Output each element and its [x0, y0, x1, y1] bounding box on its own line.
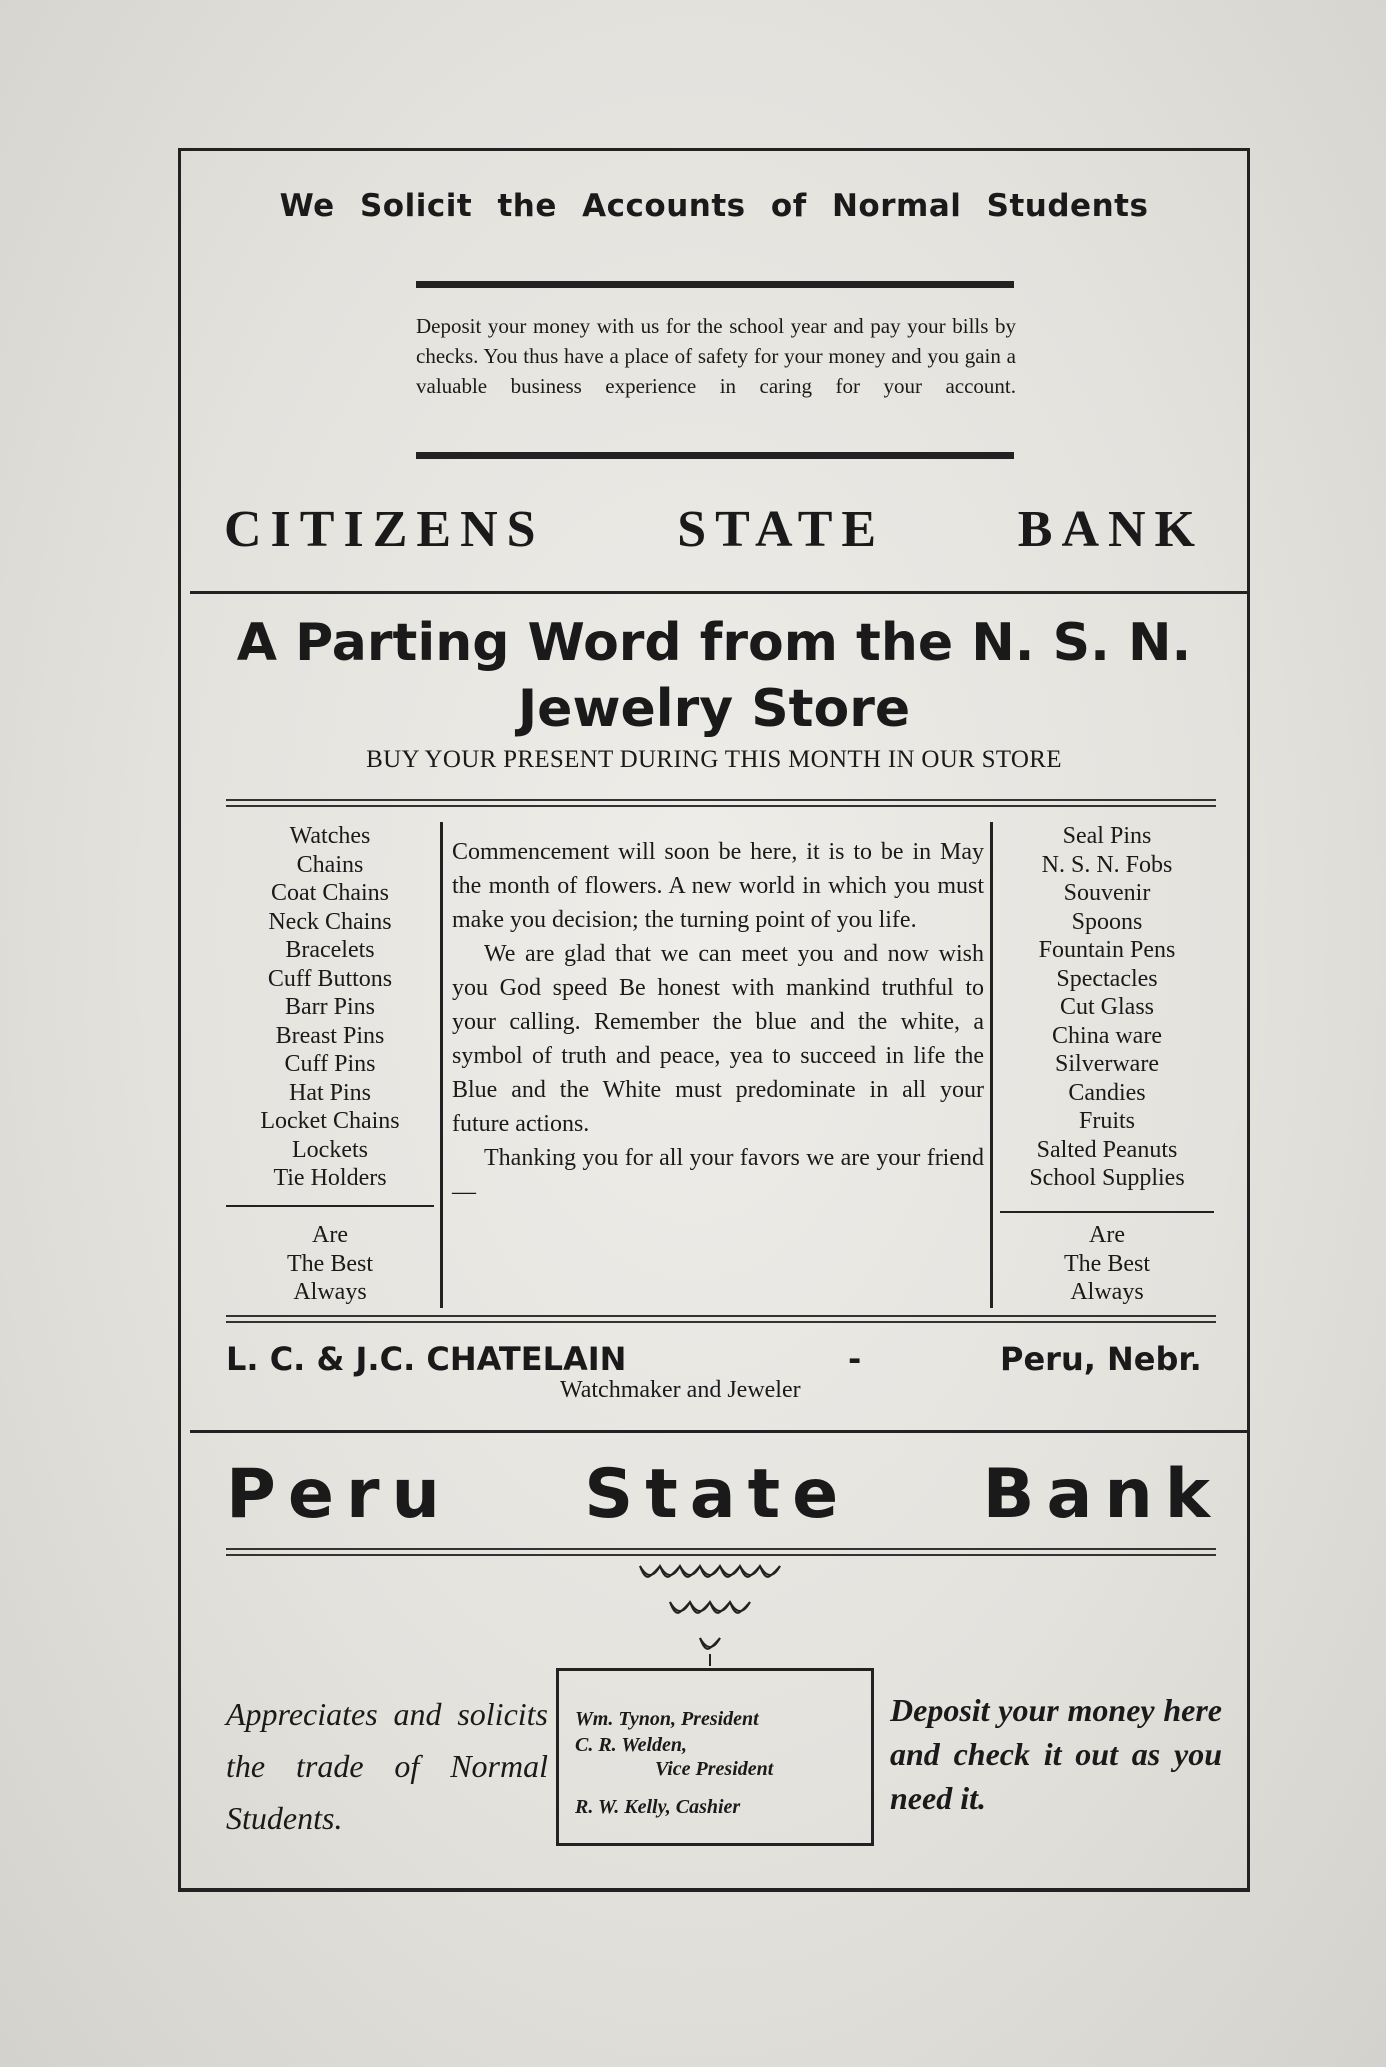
list-item: Cuff Pins: [284, 1051, 376, 1077]
list-item: Neck Chains: [268, 908, 392, 935]
right-list-rule: [1000, 1211, 1214, 1213]
separator-dash: -: [848, 1340, 862, 1378]
list-item: Fruits: [1078, 1108, 1135, 1134]
jewelry-title: [190, 610, 1238, 742]
list-item: Chains: [296, 851, 364, 878]
jewelry-message: [452, 835, 984, 1209]
message-paragraph: Commencement will soon be here, it is to be in May the month of flowers. A new world in which you must make you decision; the turning point of you life.: [452, 839, 984, 933]
bottom-rule: [178, 1888, 1250, 1892]
list-item: Locket Chains: [260, 1108, 400, 1134]
list-footer-line: The Best: [287, 1250, 373, 1277]
list-item: Cuff Buttons: [267, 965, 393, 992]
list-item: Coat Chains: [271, 880, 389, 906]
list-item: School Supplies: [1029, 1165, 1185, 1191]
list-item: Breast Pins: [275, 1022, 385, 1049]
officer-president: Wm. Tynon, President: [575, 1708, 759, 1730]
list-item: Watches: [289, 823, 371, 849]
list-item: Bracelets: [285, 937, 375, 963]
list-item: Souvenir: [1063, 880, 1151, 906]
citizens-deposit-text: Deposit your money with us for the school year and pay your bills by checks. You thus have a place of safety for your money and you gain a valuable business experience in caring for your account.: [416, 314, 1016, 398]
list-footer-line: Always: [1070, 1279, 1144, 1305]
jewelry-title-line2: Jewelry Store: [517, 679, 911, 739]
list-item: Barr Pins: [285, 994, 375, 1020]
list-item: Cut Glass: [1059, 994, 1154, 1020]
citizens-bank-name: CITIZENS STATE BANK: [224, 501, 1204, 558]
list-footer-line: Always: [293, 1279, 367, 1305]
floral-ornament: [620, 1558, 800, 1675]
list-item: Silverware: [1055, 1051, 1159, 1077]
floral-ornament-graphic: [620, 1558, 800, 1668]
list-item: Seal Pins: [1062, 823, 1152, 849]
peru-bank-double-rule: [226, 1548, 1216, 1556]
peru-bank-name: Peru State Bank: [226, 1455, 1222, 1534]
officer-vice-name: C. R. Welden,: [575, 1734, 688, 1756]
jeweler-name: L. C. & J.C. CHATELAIN: [226, 1340, 627, 1378]
officer-cashier: R. W. Kelly, Cashier: [575, 1796, 741, 1818]
right-product-list: [996, 822, 1218, 1193]
list-footer-line: Are: [312, 1222, 348, 1248]
citizens-headline: We Solicit the Accounts of Normal Students: [279, 188, 1149, 224]
list-item: Tie Holders: [273, 1165, 387, 1191]
jeweler-location: Peru, Nebr.: [1000, 1340, 1202, 1378]
jewelry-title-line1: A Parting Word from the N. S. N.: [236, 613, 1192, 673]
section-divider-1: [190, 591, 1250, 594]
list-item: Spoons: [1071, 908, 1143, 935]
section-divider-2: [190, 1430, 1250, 1433]
list-item: Fountain Pens: [1038, 937, 1176, 963]
message-paragraph: Thanking you for all your favors we are your friend—: [452, 1145, 984, 1205]
citizens-rule-top: [416, 281, 1014, 288]
list-item: Salted Peanuts: [1036, 1136, 1178, 1163]
list-item: Hat Pins: [288, 1079, 371, 1106]
jeweler-trade: Watchmaker and Jeweler: [560, 1377, 801, 1403]
message-paragraph: We are glad that we can meet you and now wish you God speed Be honest with mankind truthful to your calling. Remember the blue and the white, a symbol of truth and peace, yea to succeed in life the Blue and the White must predominate in all your future actions.: [452, 941, 984, 1137]
list-item: Candies: [1068, 1079, 1146, 1106]
column-divider-right: [990, 822, 993, 1308]
citizens-rule-bottom: [416, 452, 1014, 459]
right-list-footer: [996, 1221, 1218, 1307]
list-item: Spectacles: [1056, 965, 1158, 992]
list-item: Lockets: [292, 1136, 368, 1163]
column-divider-left: [440, 822, 443, 1308]
jewelry-double-rule-bottom: [226, 1315, 1216, 1323]
officer-vice-title: Vice President: [655, 1758, 774, 1780]
list-item: N. S. N. Fobs: [1041, 851, 1173, 878]
list-footer-line: Are: [1089, 1222, 1125, 1248]
left-list-footer: [226, 1221, 434, 1307]
list-footer-line: The Best: [1064, 1250, 1150, 1277]
jewelry-double-rule-top: [226, 799, 1216, 807]
peru-bank-deposit-slogan: Deposit your money here and check it out as you need it.: [890, 1692, 1222, 1816]
left-list-rule: [226, 1205, 434, 1207]
officers-box: [556, 1668, 874, 1846]
peru-bank-appreciates: Appreciates and solicits the trade of Normal Students.: [226, 1696, 548, 1836]
jewelry-subtitle: BUY YOUR PRESENT DURING THIS MONTH IN OUR STORE: [366, 746, 1062, 773]
left-product-list: [226, 822, 434, 1193]
list-item: China ware: [1052, 1022, 1162, 1049]
